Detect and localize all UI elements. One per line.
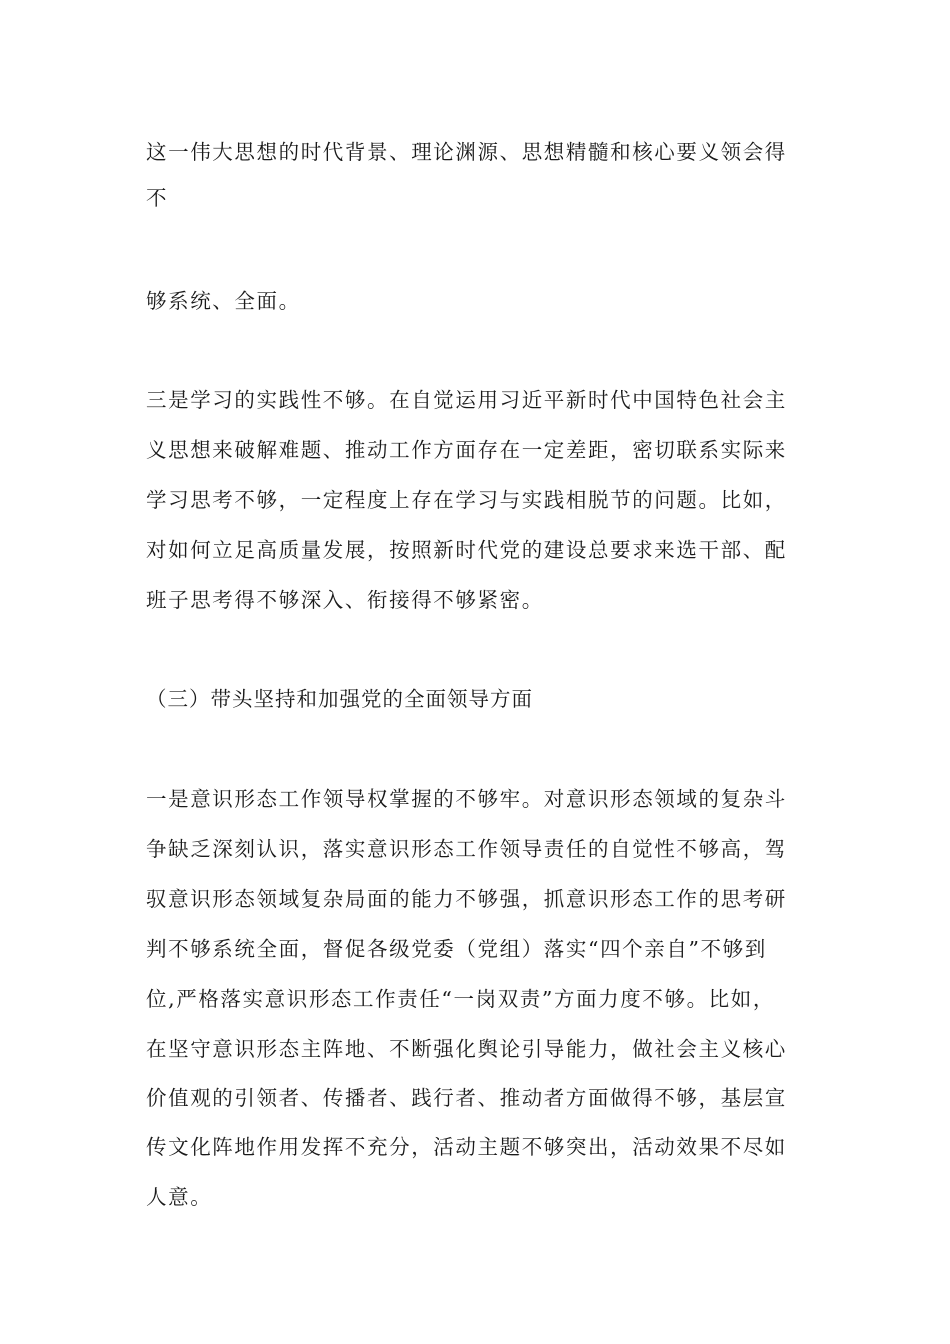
paragraph-line: 位,严格落实意识形态工作责任“一岗双责”方面力度不够。比如， [146, 987, 775, 1011]
paragraph-line: 人意。 [146, 1185, 213, 1209]
paragraph-line: 驭意识形态领域复杂局面的能力不够强，抓意识形态工作的思考研 [146, 887, 787, 911]
paragraph-line: 对如何立足高质量发展，按照新时代党的建设总要求来选干部、配 [146, 538, 787, 562]
paragraph-line: 学习思考不够，一定程度上存在学习与实践相脱节的问题。比如， [146, 488, 787, 512]
paragraph-line: 义思想来破解难题、推动工作方面存在一定差距，密切联系实际来 [146, 438, 787, 462]
paragraph-line: 不 [146, 186, 169, 210]
paragraph-line: 争缺乏深刻认识，落实意识形态工作领导责任的自觉性不够高，驾 [146, 837, 787, 861]
paragraph-line: 三是学习的实践性不够。在自觉运用习近平新时代中国特色社会主 [146, 388, 787, 412]
section-heading: （三）带头坚持和加强党的全面领导方面 [146, 687, 533, 711]
paragraph-line: 一是意识形态工作领导权掌握的不够牢。对意识形态领域的复杂斗 [146, 787, 787, 811]
paragraph-line: 班子思考得不够深入、衔接得不够紧密。 [146, 588, 544, 612]
paragraph-line: 传文化阵地作用发挥不充分，活动主题不够突出，活动效果不尽如 [146, 1135, 787, 1159]
paragraph-line: 判不够系统全面，督促各级党委（党组）落实“四个亲自”不够到 [146, 937, 767, 961]
paragraph-line: 这一伟大思想的时代背景、理论渊源、思想精髓和核心要义领会得 [146, 140, 787, 164]
paragraph-line: 在坚守意识形态主阵地、不断强化舆论引导能力，做社会主义核心 [146, 1037, 787, 1061]
paragraph-line: 价值观的引领者、传播者、践行者、推动者方面做得不够，基层宣 [146, 1086, 787, 1110]
paragraph-line: 够系统、全面。 [146, 289, 301, 313]
